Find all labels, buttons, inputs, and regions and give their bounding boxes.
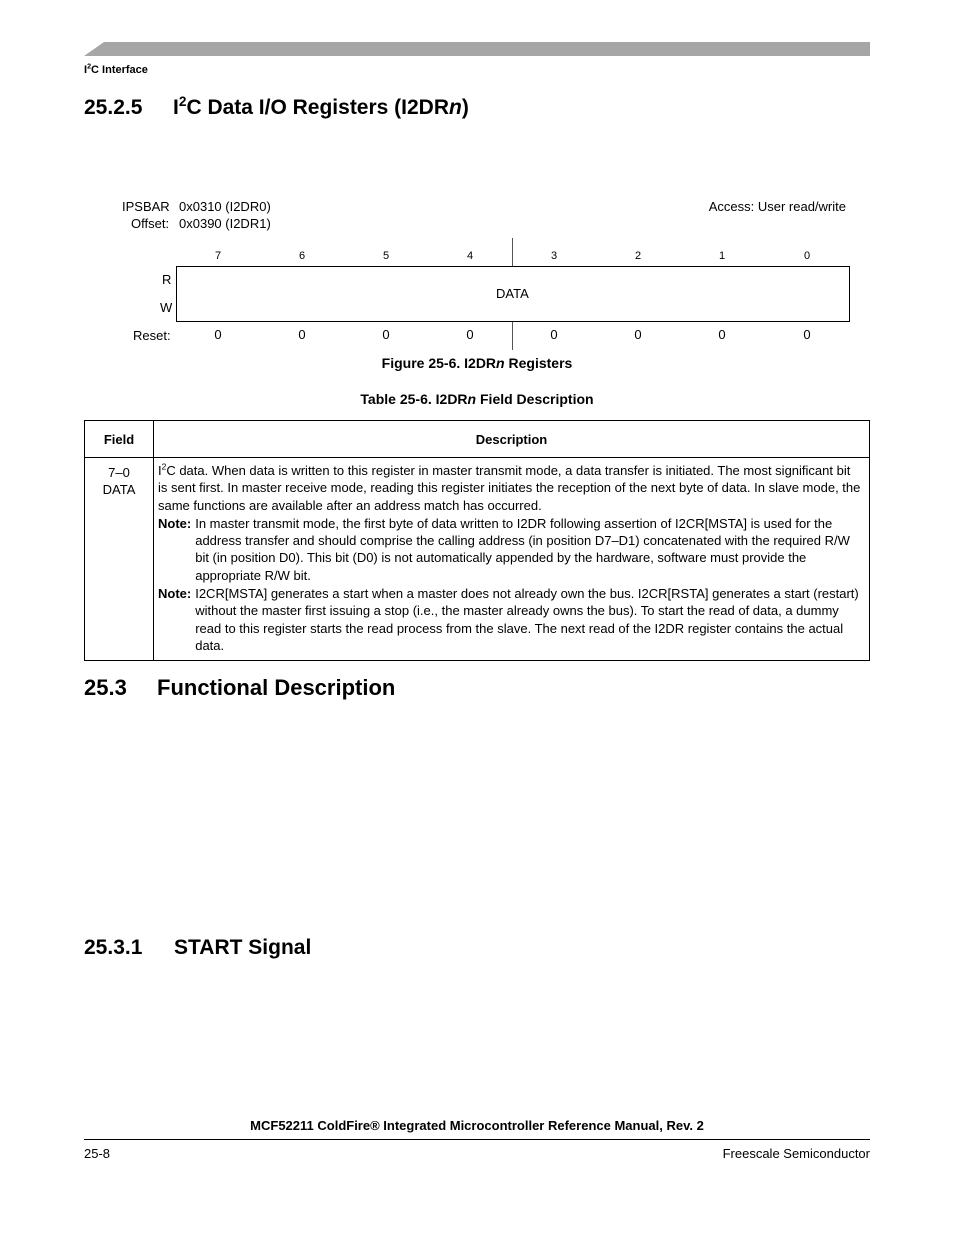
note-1: Note: In master transmit mode, the first byte of data written to I2DR following assertion of I2CR[MSTA] is used for the address transfer and should comprise the calling address (in position D7–D1) concatenated with the required R/W bit (in position D0). This bit (D0) is not automatically appended by the hardware, software must provide the appropriate R/W bit.	[158, 515, 850, 583]
bit-number: 5	[382, 250, 390, 262]
field-cell	[85, 458, 154, 661]
register-divider-bottom	[512, 322, 513, 350]
bit-number: 6	[298, 250, 306, 262]
section-heading-25-3-1: 25.3.1 START Signal	[84, 936, 312, 959]
bit-number: 4	[466, 250, 474, 262]
page-number: 25-8	[84, 1146, 111, 1161]
row-label-r: R	[162, 272, 172, 287]
field-bits: 7–0	[108, 465, 130, 480]
field-name: DATA	[102, 482, 136, 497]
footer-title: MCF52211 ColdFire® Integrated Microcontroller Reference Manual, Rev. 2	[250, 1118, 704, 1133]
note-2: Note: I2CR[MSTA] generates a start when a master does not already own the bus. I2CR[RSTA] generates a start (restart) without the master first issuing a stop (i.e., the master already owns the bus). To start the read of data, a dummy read to this register starts the read process from the slave. The next read of the I2DR register contains the actual data.	[158, 586, 859, 653]
footer-rule	[84, 1139, 870, 1140]
running-header: $I^2C$ Interface	[84, 62, 148, 76]
register-field-name: DATA	[496, 286, 529, 301]
bit-number: 7	[214, 250, 222, 262]
ipsbar-label: IPSBAR	[122, 199, 170, 214]
offset-value: 0x0390 (I2DR1)	[179, 216, 271, 231]
access-label: Access: User read/write	[708, 199, 846, 214]
reset-value: 0	[634, 327, 642, 342]
field-description-table	[84, 420, 870, 661]
offset-label: Offset:	[131, 216, 170, 231]
ipsbar-value: 0x0310 (I2DR0)	[179, 199, 271, 214]
table-row	[85, 458, 870, 661]
reset-value: 0	[803, 327, 811, 342]
reset-value: 0	[550, 327, 558, 342]
reset-value: 0	[298, 327, 306, 342]
reset-value: 0	[466, 327, 474, 342]
reset-value: 0	[718, 327, 726, 342]
register-divider-top	[512, 238, 513, 266]
bit-number: 1	[718, 250, 726, 262]
description-cell	[154, 458, 870, 661]
section-heading-25-3: 25.3 Functional Description	[84, 675, 396, 700]
reset-label: Reset:	[133, 328, 171, 343]
column-header-description: Description	[154, 421, 870, 458]
bit-number: 2	[634, 250, 642, 262]
table-header-row	[85, 421, 870, 458]
bit-number: 0	[803, 250, 811, 262]
section-heading-25-2-5: 25.2.5 $I^2C$ Data I/O Registers (I2DRn)	[84, 94, 469, 119]
reset-value: 0	[214, 327, 222, 342]
description-text: $I^2C$ data. When data is written to this register in master transmit mode, a data transfer is initiated. The most significant bit is sent first. In master receive mode, reading this register initiates the reception of the next byte of data. In slave mode, the same functions are available after an address match has occurred.	[158, 461, 861, 513]
reset-value: 0	[382, 327, 390, 342]
column-header-field: Field	[85, 421, 154, 458]
row-label-w: W	[160, 300, 173, 315]
bit-number: 3	[550, 250, 558, 262]
figure-caption: Figure 25-6. I2DRn Registers	[381, 355, 573, 371]
footer-company: Freescale Semiconductor	[722, 1146, 870, 1161]
header-bar	[84, 42, 870, 56]
table-caption: Table 25-6. I2DRn Field Description	[360, 391, 594, 407]
